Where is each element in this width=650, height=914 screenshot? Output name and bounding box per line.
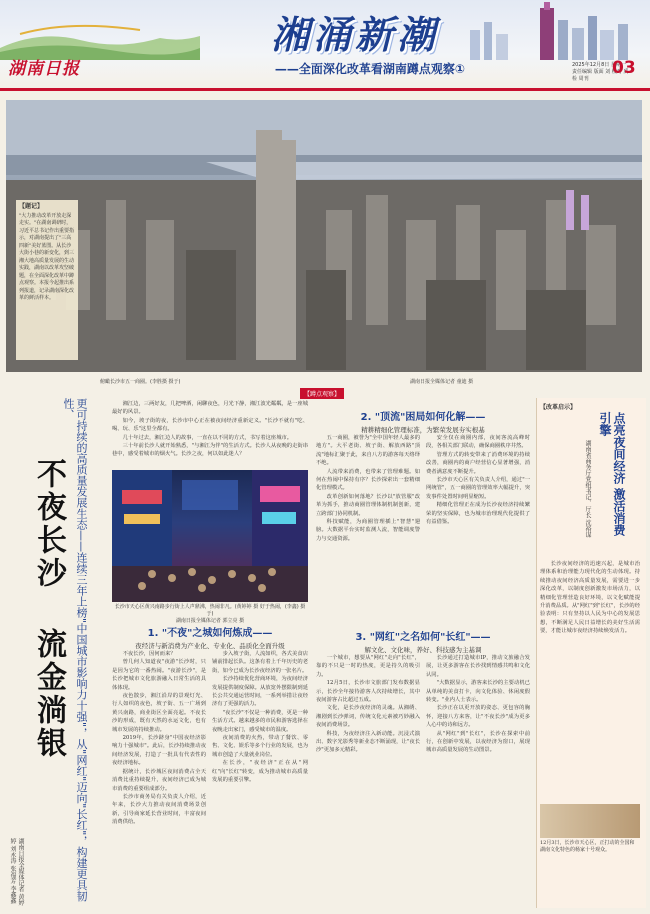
paragraph: 曾几何人知道夜"夜游"长沙时，只是因为它的一番热闹。"夜游长沙"，是长沙把城市文化旅游融入日常生活的具体体现。	[112, 659, 206, 691]
subhead-1	[112, 624, 308, 650]
paragraph: 改革创新如何落地？长沙以"放管服"改革为抓手，推动商圈管理体制机制创新，建立跨部门协同机制。	[316, 493, 420, 517]
subhead-2-title: 2. "顶流"困局如何化解——	[360, 412, 486, 423]
hero-city-photo	[6, 100, 642, 372]
paragraph: 五一商圈，被誉为"全中国年轻人最多的地方"。大平老街、坡子街、解放西路"顶流"地标汇聚于此，来自八方的游客每天络绎不绝。	[316, 435, 420, 467]
subhead-3-subtitle: 解文化、文化味，养好、科技感为主基调	[364, 646, 482, 654]
sidebar-photo-caption: 12月3日，长沙市天心区，正打动的全国和湖南文化特色的杨家十号观众。	[540, 840, 635, 853]
article-byline: 湖南日报全媒体记者 黄婷婷 刘永涛 张福芳 李鑫鑫	[9, 838, 24, 906]
hero-credit: 湖南日报全媒体记者 童迪 摄	[410, 379, 474, 385]
section-tag: 【蹲点观察】	[300, 388, 344, 399]
paragraph: 长沙通过打造城市IP，推动文旅融合发展，让更多游客在长沙找到情感共鸣和文化认同。	[426, 655, 530, 678]
sidebar-label: 【改革启示】	[540, 404, 577, 411]
article-column-1	[112, 400, 308, 468]
paragraph: 科技，为夜经济注入新动能。沉浸式演出、数字光影秀等新业态不断涌现，让"夜长沙"更加多元精彩。	[316, 730, 420, 754]
column-title: 湘涌新潮	[270, 13, 439, 57]
paragraph: 从"网红"到"长红"，长沙在探索中前行，在创新中发展，以夜经济为窗口，展现城市高质量发展的生动图景。	[426, 730, 530, 754]
article-column-2	[112, 650, 206, 908]
paragraph: 据统计，长沙城区夜间消费占全天消费比重持续提升，夜间经济已成为城市消费的重要组成部分。	[112, 768, 206, 792]
paragraph: 湘江边，三两好友，几把啤酒，闲聊夜色，月光下静，湘江波光粼粼，是一座城最好的风景。	[112, 401, 308, 416]
newspaper-logo: 湖南日报	[8, 59, 80, 79]
subhead-3	[316, 628, 530, 654]
paragraph: 人流带来消费，也带来了管理难题。如何在热闹中保持有序？长沙探索出一套精细化管理模式。	[316, 468, 420, 492]
paragraph: 长沙正在以更开放的姿态、更包容的胸怀，迎接八方来客，让"不夜长沙"成为更多人心中的诗和远方。	[426, 705, 530, 729]
paragraph: 夜色散步，湘江沿岸的景观灯光、行人如织的夜色，坡子街、五一广场到黄兴南路，商业街区全面亮起。不夜长沙的形成，既有天然的水运文化，也有城市发展的持续推动。	[112, 693, 206, 733]
masthead-rule	[0, 88, 650, 91]
headline-line-1: 不夜长沙	[31, 458, 66, 590]
paragraph: 安全仅在商圈内部，夜间客流高峰时段，各相关部门联动，确保商圈秩序井然。	[426, 435, 530, 450]
intro-title: 【题记】	[19, 203, 44, 210]
night-caption-text: 长沙市天心区黄兴南路步行街上人声鼎沸，热闹非凡。(黄婷婷 摄 好于热闹，(李鑫) 摄于)	[114, 604, 306, 617]
paragraph: 长沙市天心区有关负责人介绍，通过"一网统管"，五一商圈的管理效率大幅提升，突发事件处置时间明显缩短。	[426, 477, 530, 500]
paragraph: 在长沙，"夜经济"正在从"网红"向"长红"转变，成为推动城市高质量发展的重要引擎。	[212, 760, 308, 784]
paragraph: 几十年过去，湘江边人的故事，一直在以不同的方式，书写着这座城市。	[122, 434, 293, 441]
article-column-6	[316, 654, 420, 908]
article-column-5	[426, 434, 530, 624]
intro-box	[16, 200, 78, 360]
sidebar-author: 湖南省商务厅党组书记、厅长 沈裕谋	[584, 440, 591, 538]
paragraph: 精细化管理正在成为长沙夜经济持续繁荣的坚实保障，也为城市治理现代化提供了有益借鉴。	[426, 502, 530, 526]
masthead	[0, 0, 650, 92]
paragraph: 一个城市，想要从"网红"走向"长红"，靠的不只是一时的热度，更是持久的吸引力。	[316, 655, 420, 678]
subhead-2-subtitle: 精耕精细化管理标准，为繁荣发展夯实根基	[361, 426, 485, 434]
subhead-1-title: 1. "不夜"之城如何炼成——	[147, 628, 273, 639]
paragraph: "大数据显示，游客来长沙的主要动机已从单纯的美食打卡，向文化体验、休闲度假转变。"业内人士表示。	[426, 680, 530, 704]
article-column-3	[212, 650, 308, 908]
paragraph: 长沙持续优化营商环境，为夜间经济发展提供制度保障。从放宽外摆限制到延长公共交通运营时间，一系列举措让夜经济有了更强的活力。	[212, 676, 308, 708]
subhead-1-subtitle: 夜经济与新消费为产业化、专业化、品质化全面升级	[135, 642, 285, 650]
article-column-7	[426, 654, 530, 908]
paragraph: 12月5日，长沙市文旅部门发布数据显示，长沙全年接待游客人次持续增长，其中夜间游客占比超过五成。	[316, 680, 420, 704]
paragraph: 管理方式的转变带来了消费环境的持续改善，商圈内的商户经营信心显著增强，消费者满意度不断提升。	[426, 451, 530, 475]
sidebar-title: 点亮夜间经济 激活消费引擎	[598, 412, 626, 537]
subhead-3-title: 3. "网红"之名如何"长红"——	[355, 632, 491, 643]
city-aerial-illustration	[6, 100, 642, 372]
paragraph: 夜间消费的火热，带动了餐饮、零售、文化、娱乐等多个行业的发展，也为城市创造了大量就业岗位。	[212, 735, 308, 758]
paragraph: 三十年前长沙人就开始熟悉，"与湘江为伴"的生活方式。长沙人从夜晚的走街串巷中，感受着城市的烟火气。长沙之夜，何以如此迷人？	[112, 443, 308, 458]
hero-caption: 俯瞰长沙市五一商圈。(李胜摄 摄于)	[100, 379, 181, 385]
article-column-4	[316, 434, 420, 624]
issue-staff: 责任编辑 版面 刘 校对 质检 周刊	[572, 69, 629, 82]
night-photo-caption	[112, 604, 308, 625]
issue-date: 2025年12月8日 星期一	[572, 62, 626, 68]
paragraph: 文化，是长沙夜经济的灵魂。从湘绣、湘剧到长沙弹词，传统文化元素被巧妙融入夜间消费场景。	[316, 705, 420, 729]
paragraph: 不夜长沙，因何而来？	[122, 651, 176, 657]
night-caption-credit: 湖南日报全媒体记者 郭立亮 摄	[175, 618, 245, 624]
sidebar-photo	[540, 804, 640, 838]
paragraph: 长沙夜间经济的迅速兴起，是城市治理体系和治理能力现代化的生动体现。持续推动夜间经济高质量发展，需要进一步深化改革，以制度创新激发市场活力，以精细化管理营造良好环境，以文化赋能提升消费品质。从"网红"到"长红"，长沙的经验表明：只有坚持以人民为中心的发展思想，不断满足人民日益增长的美好生活需要，才能让城市夜经济持续焕发活力。	[540, 561, 640, 635]
paragraph: 长沙市商务局有关负责人介绍，近年来，长沙大力推动夜间消费场景创新，引导商家延长营业时间，丰富夜间消费供给。	[112, 793, 206, 826]
series-subtitle: ——全面深化改革看湖南蹲点观察①	[274, 62, 466, 76]
night-street-illustration	[112, 470, 308, 602]
subhead-2	[316, 408, 530, 434]
intro-text: "大力推动改革开放走深走实。"在湖南调研时，习近平总书记作出重要指示，对湖南提出了"三高四新"美好蓝图。从长沙大街小巷的新变化，到三湘大地高质量发展的生动实践，湖南以改革攻坚破题，在全面深化改革中蹲点观察。本报今起推出系列报道，记录湖南深化改革的鲜活样本。	[19, 212, 75, 301]
headline-line-2: 流金淌银	[31, 628, 66, 760]
paragraph: "夜长沙"不仅是一种消费，更是一种生活方式。越来越多的市民和游客选择在夜晚走出家门，感受城市的温度。	[212, 709, 308, 733]
paragraph: 步入坡子街，人流如织，各式美食店铺前排起长队。这条有着上千年历史的老街，如今已成为长沙夜经济的一张名片。	[212, 651, 308, 674]
paragraph: 科技赋能，为商圈管理插上"智慧"翅膀。大数据平台实时监测人流，智能调度警力与交通资源。	[316, 519, 420, 542]
page-number: 03	[612, 58, 636, 78]
headline-kicker: 更可持续的高质量发展生态——连续三年上榜"中国城市影响力十强"，从"网红"迈向"长红"，构建更具韧性、	[62, 398, 88, 902]
paragraph: 如今，坡子街的夜，长沙市中心正在被夜间经济重新定义。"长沙不就有"吃、喝、玩、乐"这里全都有。	[112, 417, 308, 433]
paragraph: 2019年，长沙跻身"中国夜经济影响力十强城市"。此后，长沙持续推动夜间经济发展，打造了一批具有代表性的夜经济地标。	[112, 735, 206, 767]
sidebar-body	[540, 560, 640, 800]
night-street-photo	[112, 470, 308, 602]
vertical-headline-block	[6, 398, 98, 908]
